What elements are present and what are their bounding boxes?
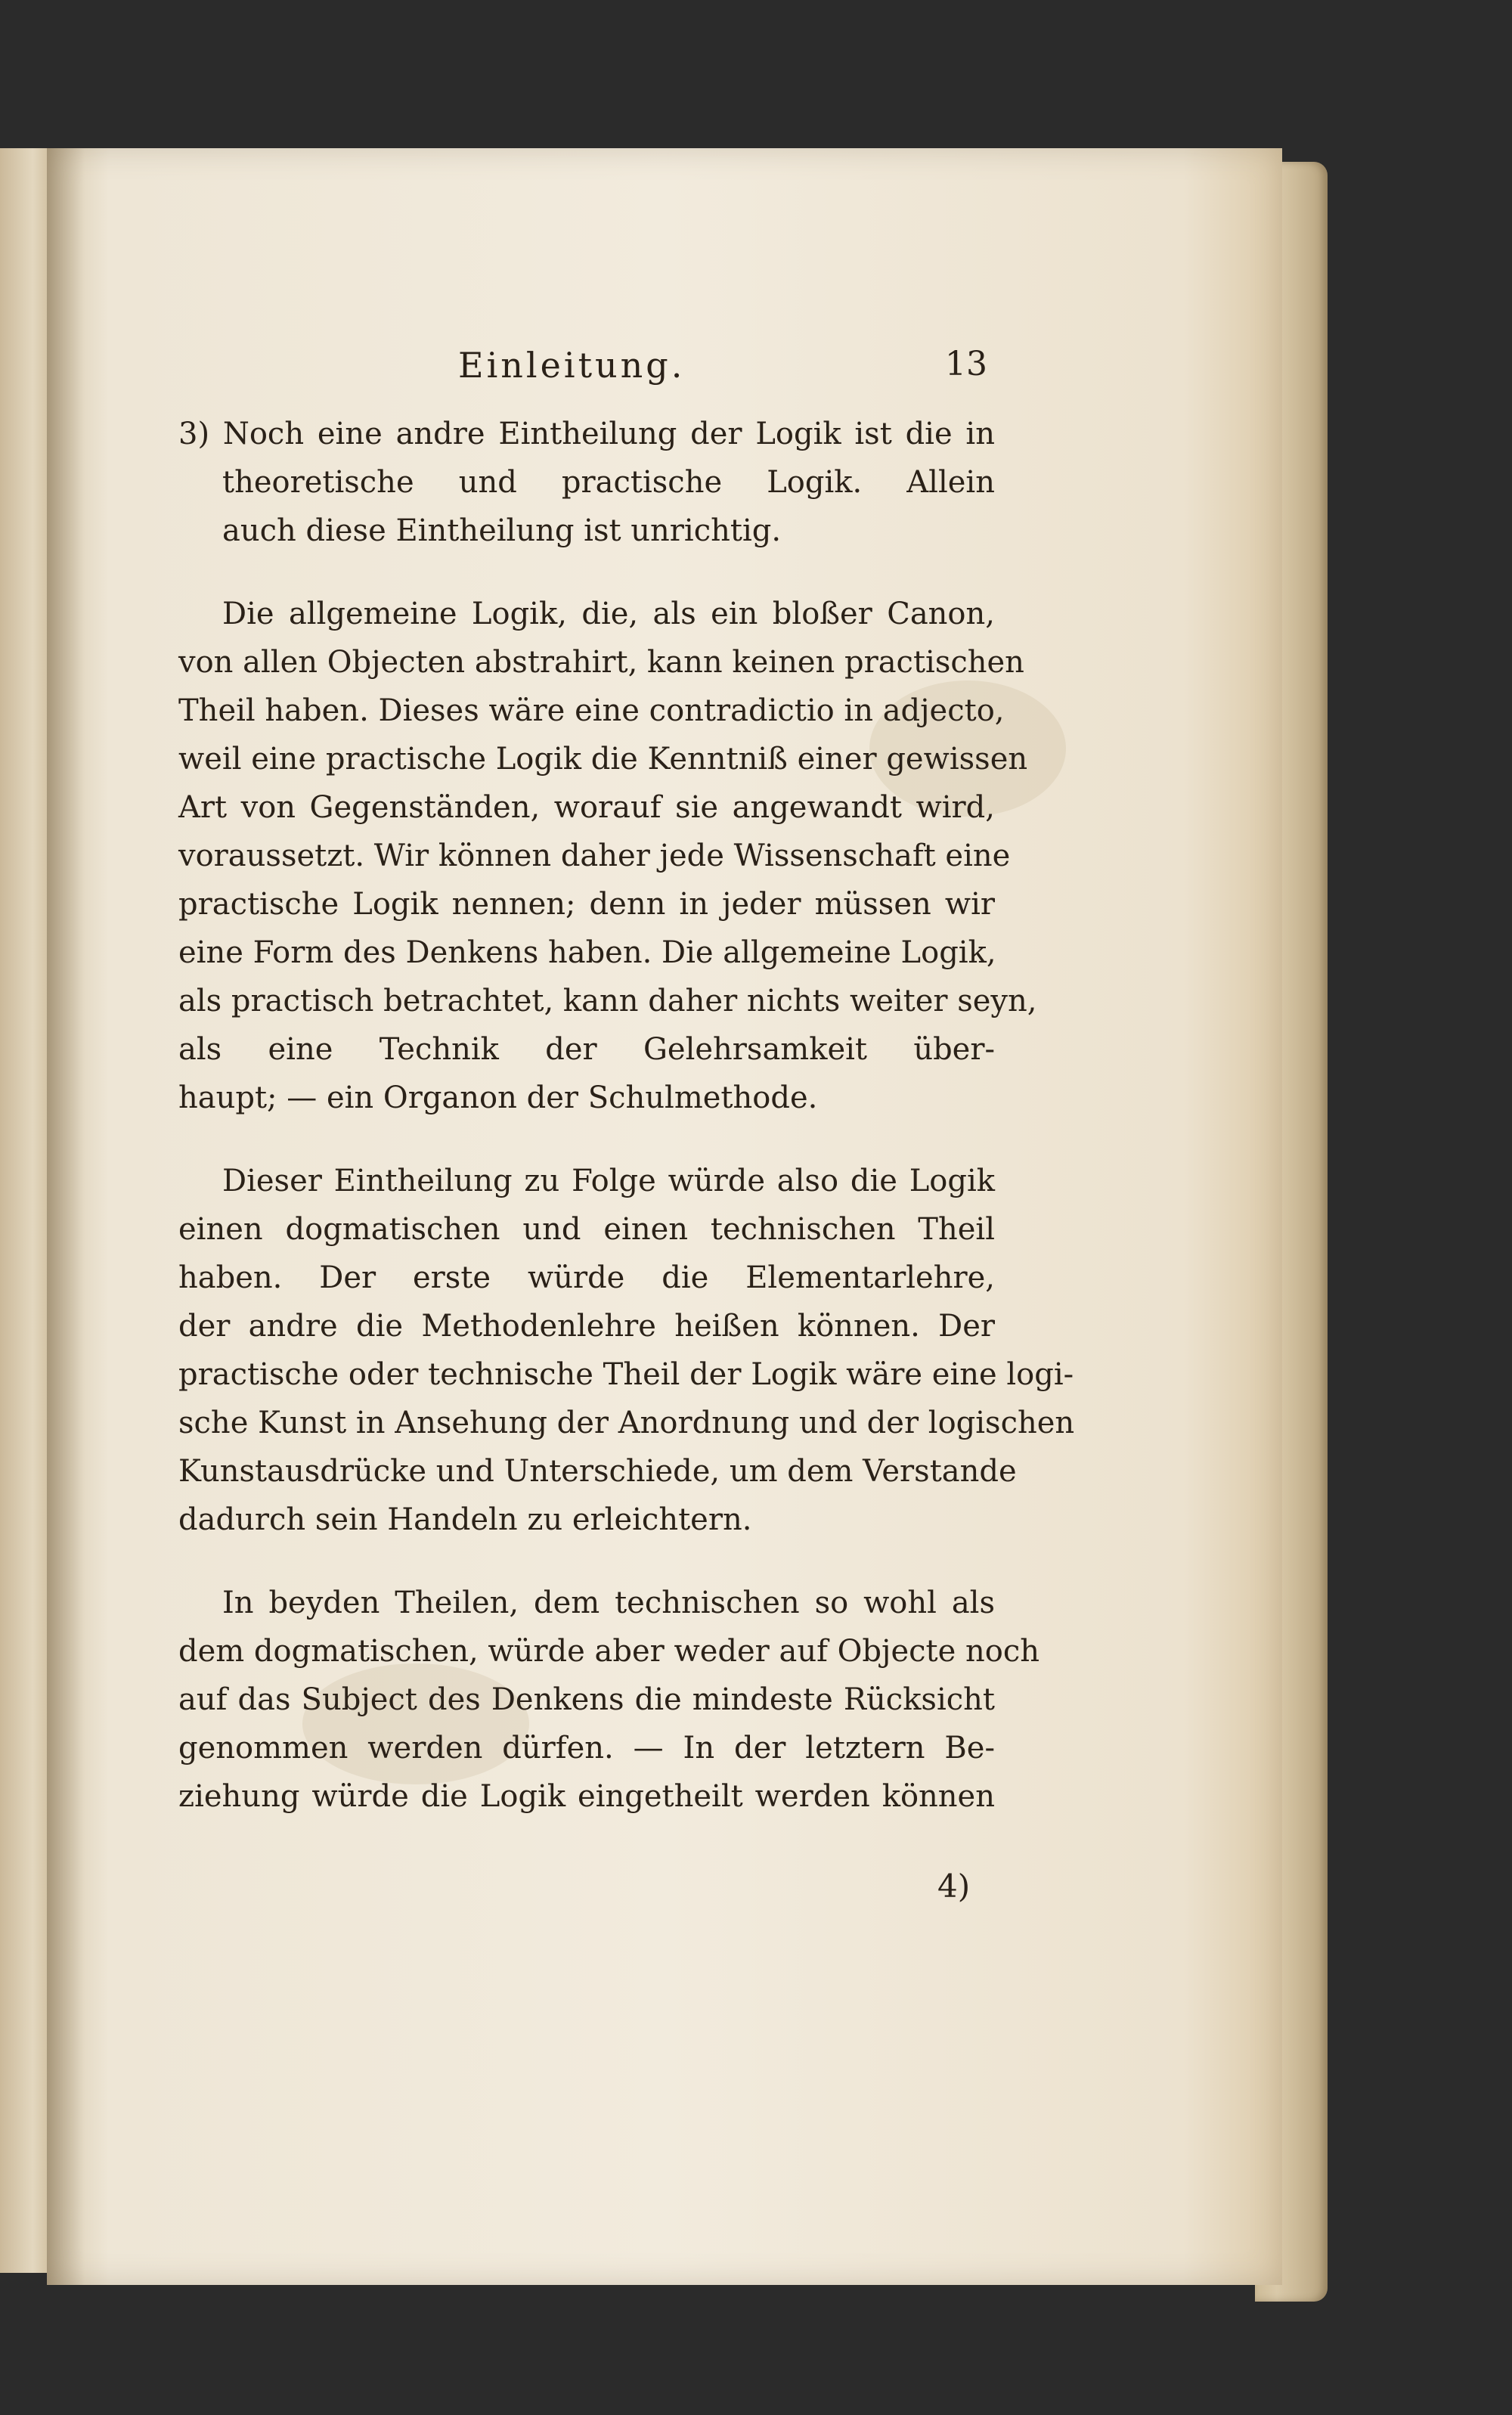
text-line: voraussetzt. Wir können daher jede Wissenschaft eine: [178, 839, 1011, 873]
text-line: ziehung würde die Logik eingetheilt werden können: [178, 1779, 995, 1814]
text-line: Die allgemeine Logik, die, als ein bloßer Canon,: [222, 597, 995, 631]
text-line: als practisch betrachtet, kann daher nichts weiter seyn,: [178, 984, 1037, 1018]
page-header: [178, 345, 995, 405]
text-line: von allen Objecten abstrahirt, kann keinen practischen: [178, 645, 1024, 680]
page-number: 13: [945, 345, 987, 383]
text-line: Dieser Eintheilung zu Folge würde also die Logik: [222, 1164, 995, 1198]
text-line: als eine Technik der Gelehrsamkeit über-: [178, 1032, 995, 1067]
text-line: auch diese Eintheilung ist unrichtig.: [222, 513, 782, 548]
text-line: practische oder technische Theil der Logik wäre eine logi-: [178, 1357, 1074, 1392]
text-line: sche Kunst in Ansehung der Anordnung und der logischen: [178, 1406, 1075, 1440]
text-line: eine Form des Denkens haben. Die allgemeine Logik,: [178, 935, 996, 970]
text-line: dadurch sein Handeln zu erleichtern.: [178, 1502, 752, 1537]
left-page-edge: [0, 148, 48, 2273]
text-line: theoretische und practische Logik. Allein: [222, 465, 995, 500]
page-text: [178, 345, 1075, 1821]
text-line: dem dogmatischen, würde aber weder auf Objecte noch: [178, 1634, 1040, 1669]
text-line: der andre die Methodenlehre heißen können. Der: [178, 1309, 995, 1344]
text-line: einen dogmatischen und einen technischen Theil: [178, 1212, 995, 1247]
text-line: Kunstausdrücke und Unterschiede, um dem Verstande: [178, 1454, 1017, 1489]
text-line: haben. Der erste würde die Elementarlehre,: [178, 1260, 995, 1295]
page-gutter-shadow: [47, 148, 85, 2285]
text-line: Art von Gegenständen, worauf sie angewandt wird,: [178, 790, 995, 825]
text-line: In beyden Theilen, dem technischen so wohl als: [222, 1586, 995, 1620]
text-line: weil eine practische Logik die Kenntniß einer gewissen: [178, 742, 1028, 777]
text-line: Theil haben. Dieses wäre eine contradictio in adjecto,: [178, 693, 1005, 728]
text-line: haupt; — ein Organon der Schulmethode.: [178, 1080, 818, 1115]
text-line: genommen werden dürfen. — In der letztern Be-: [178, 1731, 995, 1766]
text-line: practische Logik nennen; denn in jeder müssen wir: [178, 887, 995, 922]
catchword: 4): [937, 1868, 971, 1905]
text-line: 3) Noch eine andre Eintheilung der Logik ist die in: [178, 417, 995, 451]
text-line: auf das Subject des Denkens die mindeste Rücksicht: [178, 1682, 995, 1717]
running-title: Einleitung.: [458, 345, 686, 386]
